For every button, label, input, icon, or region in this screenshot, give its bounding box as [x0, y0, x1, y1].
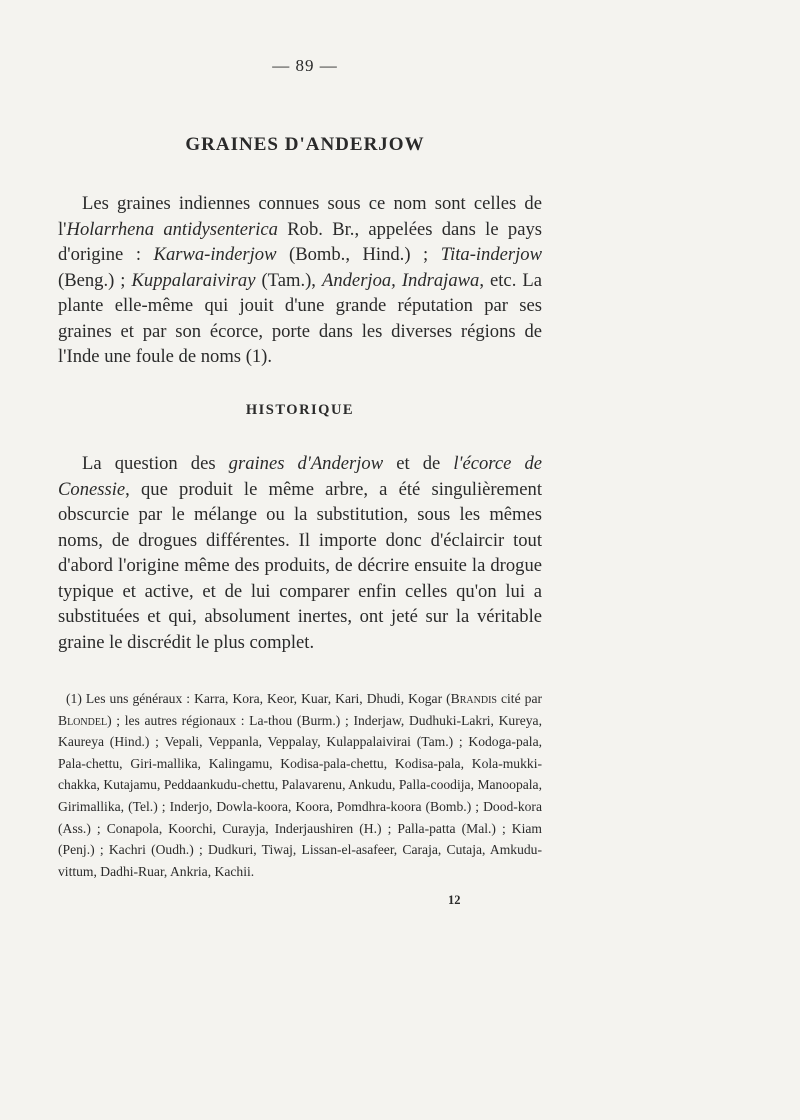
footnote-run: Brandis [450, 691, 497, 706]
intro-run: Karwa-inderjow [153, 244, 277, 265]
intro-run: Tita-inderjow [440, 244, 542, 265]
signature-mark: 12 [448, 893, 461, 907]
history-run: graines d'Anderjow [228, 453, 384, 474]
section-title: HISTORIQUE [245, 402, 355, 418]
intro-run: Anderjoa, Indrajawa [321, 269, 480, 291]
history-run: et de [383, 453, 454, 474]
intro-run: Les graines indiennes connues sous ce nom sont celles de l' [58, 193, 542, 240]
intro-run: (Tam.), [255, 269, 322, 291]
history-run: La question des [82, 453, 229, 474]
intro-run: Holarrhena antidysenterica [66, 218, 278, 240]
history-run: , que produit le même arbre, a été singulièrement obscurcie par le mélange ou la substitution, sous les mêmes noms, de drogues différentes. Il importe donc d'éclaircir tout d'abord l'origine même des produits, de décrire ensuite la drogue typique et active, et de lui comparer enfin celles qu'on lui a substituées et qui, absolument inertes, ont jeté sur la véritable graine le discrédit le plus complet. [58, 478, 542, 653]
footnote-run: ) ; les autres régionaux : La-thou (Burm.) ; Inderjaw, Dudhuki-Lakri, Kureya, Kaureya (Hind.) ; Vepali, Veppanla, Veppalay, Kulappalaivirai (Tam.) ; Kodoga-pala, Pala-chettu, Giri-mallika, Kalingamu, Kodisa-pala-chettu, Kodisa-pala, Kola-mukki-chakka, Kutajamu, Peddaankudu-chettu, Palavarenu, Ankudu, Palla-coodija, Manoopala, Girimallika, (Tel.) ; Inderjo, Dowla-koora, Koora, Pomdhra-koora (Bomb.) ; Dood-kora (Ass.) ; Conapola, Koorchi, Curayja, Inderjaushiren (H.) ; Palla-patta (Mal.) ; Kiam (Penj.) ; Kachri (Oudh.) ; Dudkuri, Tiwaj, Lissan-el-asafeer, Caraja, Cutaja, Amkudu-vittum, Dadhi-Ruar, Ankria, Kachii. [58, 712, 542, 879]
footnote [58, 688, 542, 882]
footnote-run: (1) Les uns généraux : Karra, Kora, Keor, Kuar, Kari, Dhudi, Kogar ( [66, 691, 451, 706]
intro-run: Rob. Br., appelées dans le pays d'origine : [58, 218, 542, 265]
history-run: l'écorce de Conessie [58, 453, 542, 500]
history-paragraph [58, 451, 542, 655]
intro-run: (Beng.) ; [58, 269, 132, 291]
page-number: — 89 — [272, 56, 338, 75]
footnote-run: cité par [496, 691, 542, 706]
intro-paragraph [58, 191, 542, 370]
page-title: GRAINES D'ANDERJOW [185, 134, 425, 155]
intro-run: , etc. La plante elle-même qui jouit d'une grande réputation par ses graines et par son écorce, porte dans les diverses régions de l'Inde une foule de noms (1). [58, 269, 542, 367]
intro-run: (Bomb., Hind.) ; [276, 244, 441, 265]
intro-run: Kuppalaraiviray [131, 269, 256, 291]
footnote-run: Blondel [58, 712, 108, 728]
